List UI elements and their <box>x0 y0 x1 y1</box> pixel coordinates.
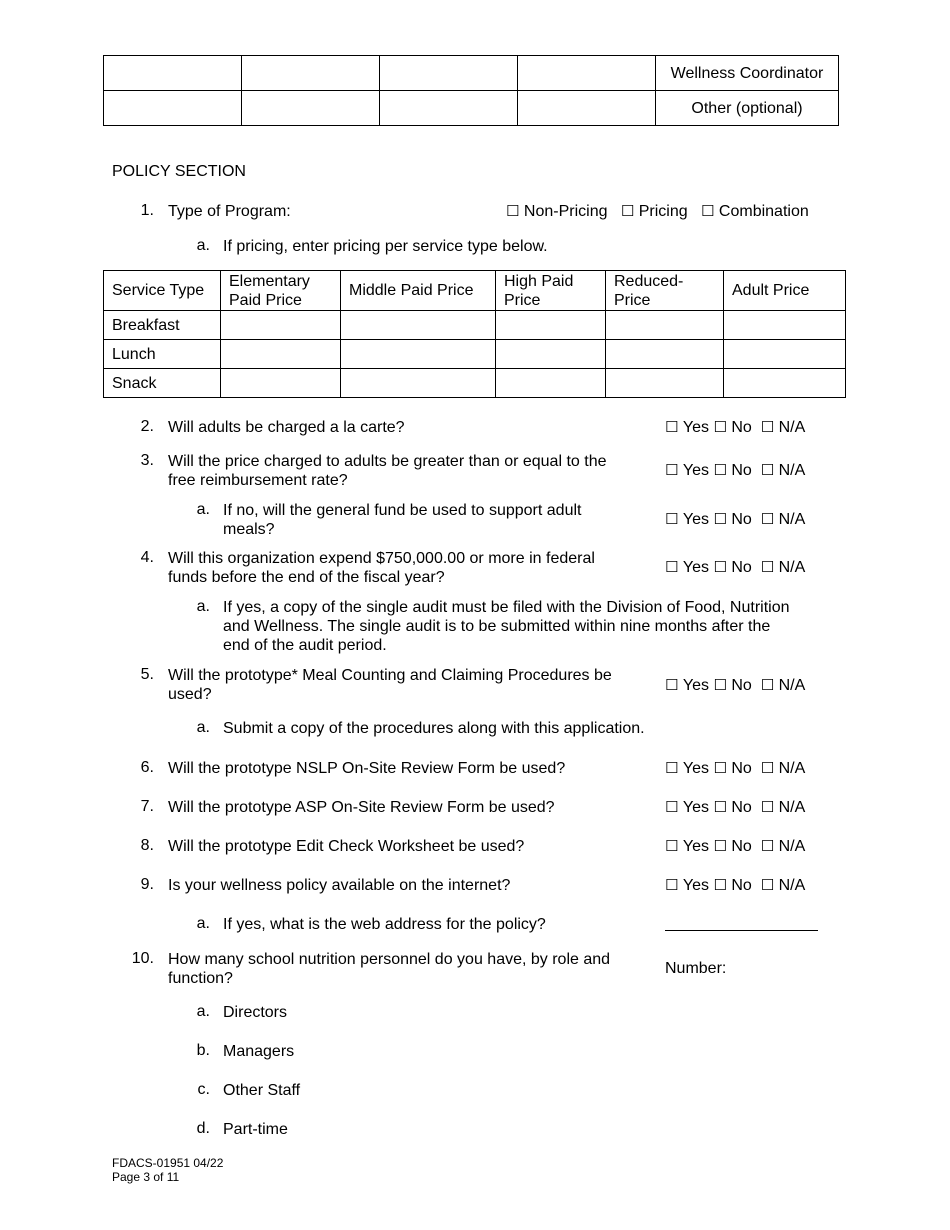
option-no[interactable] <box>713 510 751 529</box>
price-cell[interactable] <box>606 369 724 398</box>
checkbox-icon[interactable]: ☐ <box>760 798 775 816</box>
checkbox-icon[interactable]: ☐ <box>760 510 775 528</box>
sub-text: Submit a copy of the procedures along with this application. <box>223 720 645 737</box>
checkbox-icon[interactable]: ☐ <box>665 510 679 528</box>
question-text: Type of Program: <box>168 203 291 220</box>
yes-no-na-options <box>665 837 805 856</box>
option-combination[interactable] <box>701 202 809 221</box>
price-cell[interactable] <box>496 369 606 398</box>
option-na[interactable] <box>761 676 806 695</box>
price-cell[interactable] <box>724 311 846 340</box>
option-label: No <box>731 559 752 576</box>
option-label: Yes <box>682 838 710 855</box>
question-number: 2. <box>140 418 154 435</box>
checkbox-icon[interactable]: ☐ <box>506 202 520 220</box>
option-label: N/A <box>778 511 806 528</box>
checkbox-icon[interactable]: ☐ <box>760 837 775 855</box>
yes-no-na-options <box>665 759 805 778</box>
question-text: Will the prototype Edit Check Worksheet be used? <box>168 838 525 855</box>
price-cell[interactable] <box>341 311 496 340</box>
yes-no-na-options <box>665 876 805 895</box>
option-na[interactable] <box>761 418 806 437</box>
column-header: High Paid Price <box>496 271 606 311</box>
checkbox-icon[interactable]: ☐ <box>760 418 775 436</box>
option-label: N/A <box>778 838 806 855</box>
option-label: Yes <box>682 877 710 894</box>
checkbox-icon[interactable]: ☐ <box>665 418 679 436</box>
price-cell[interactable] <box>724 340 846 369</box>
sub-text: If yes, a copy of the single audit must be filed with the Division of Food, Nutrition and Wellness. The single audit is to be submitted within nine months after the end of the audit period. <box>223 599 790 654</box>
checkbox-icon[interactable]: ☐ <box>665 798 679 816</box>
question-number: 9. <box>140 876 154 893</box>
sub-letter: a. <box>196 237 210 254</box>
question-text: Will this organization expend $750,000.00 or more in federal funds before the end of the fiscal year? <box>168 550 595 586</box>
price-cell[interactable] <box>341 369 496 398</box>
price-cell[interactable] <box>221 311 341 340</box>
option-label: No <box>731 799 752 816</box>
option-label: Yes <box>682 677 710 694</box>
price-cell[interactable] <box>341 340 496 369</box>
row-label: Snack <box>104 369 221 398</box>
sub-letter: a. <box>196 1003 210 1020</box>
column-header: Adult Price <box>724 271 846 311</box>
page-footer <box>112 1156 223 1184</box>
option-label: No <box>731 462 752 479</box>
option-no[interactable] <box>713 876 751 895</box>
table-cell[interactable] <box>242 91 380 126</box>
option-yes[interactable] <box>665 418 709 437</box>
option-yes[interactable] <box>665 676 709 695</box>
option-yes[interactable] <box>665 510 709 529</box>
sub-letter: c. <box>197 1081 210 1098</box>
option-label: Combination <box>718 203 809 220</box>
question-text: Will the prototype NSLP On-Site Review Form be used? <box>168 760 566 777</box>
checkbox-icon[interactable]: ☐ <box>760 461 775 479</box>
question-text: How many school nutrition personnel do you have, by role and function? <box>168 951 611 987</box>
form-id: FDACS-01951 04/22 <box>112 1156 224 1170</box>
option-label: Yes <box>682 799 710 816</box>
sub-letter: a. <box>196 501 210 518</box>
table-cell[interactable] <box>104 56 242 91</box>
option-non-pricing[interactable] <box>506 202 608 221</box>
program-type-options <box>506 202 809 221</box>
option-label: Non-Pricing <box>523 203 608 220</box>
table-cell[interactable] <box>242 56 380 91</box>
option-label: N/A <box>778 677 806 694</box>
yes-no-na-options <box>665 510 805 529</box>
yes-no-na-options <box>665 798 805 817</box>
option-no[interactable] <box>713 461 751 480</box>
table-row <box>104 340 846 369</box>
option-label: No <box>731 677 752 694</box>
question-number: 7. <box>140 798 154 815</box>
page-number: Page 3 of 11 <box>112 1170 180 1184</box>
section-title: POLICY SECTION <box>112 163 246 180</box>
option-label: Yes <box>682 419 710 436</box>
checkbox-icon[interactable]: ☐ <box>760 676 775 694</box>
question-text: Will adults be charged a la carte? <box>168 419 405 436</box>
column-header: Service Type <box>104 271 221 311</box>
row-label: Breakfast <box>104 311 221 340</box>
option-na[interactable] <box>761 876 806 895</box>
option-no[interactable] <box>713 798 751 817</box>
question-number: 3. <box>140 452 154 469</box>
question-text: Will the prototype ASP On-Site Review Form be used? <box>168 799 555 816</box>
table-cell[interactable] <box>104 91 242 126</box>
table-cell[interactable] <box>380 91 518 126</box>
option-yes[interactable] <box>665 461 709 480</box>
yes-no-na-options <box>665 461 805 480</box>
option-na[interactable] <box>761 461 806 480</box>
option-no[interactable] <box>713 558 751 577</box>
sub-letter: a. <box>196 598 210 615</box>
personnel-managers: Managers <box>223 1043 295 1060</box>
checkbox-icon[interactable]: ☐ <box>713 759 727 777</box>
option-na[interactable] <box>761 759 806 778</box>
option-label: No <box>731 419 752 436</box>
table-header-row <box>104 271 846 311</box>
option-na[interactable] <box>761 558 806 577</box>
table-cell[interactable] <box>518 91 656 126</box>
checkbox-icon[interactable]: ☐ <box>713 558 727 576</box>
option-label: No <box>731 877 752 894</box>
sub-letter: a. <box>196 719 210 736</box>
option-yes[interactable] <box>665 759 709 778</box>
option-no[interactable] <box>713 676 751 695</box>
personnel-part-time: Part-time <box>223 1121 288 1138</box>
sub-text: If no, will the general fund be used to support adult meals? <box>223 502 582 538</box>
checkbox-icon[interactable]: ☐ <box>620 202 635 220</box>
question-text: Will the prototype* Meal Counting and Claiming Procedures be used? <box>168 667 612 703</box>
yes-no-na-options <box>665 676 805 695</box>
checkbox-icon[interactable]: ☐ <box>760 558 775 576</box>
price-table <box>103 270 846 398</box>
option-label: N/A <box>778 799 806 816</box>
option-label: Yes <box>682 760 710 777</box>
option-na[interactable] <box>761 510 806 529</box>
checkbox-icon[interactable]: ☐ <box>713 418 727 436</box>
column-header: Middle Paid Price <box>341 271 496 311</box>
personnel-other-staff: Other Staff <box>223 1082 301 1099</box>
table-row <box>104 311 846 340</box>
option-label: Yes <box>682 559 710 576</box>
checkbox-icon[interactable]: ☐ <box>713 837 727 855</box>
role-cell: Other (optional) <box>656 91 839 126</box>
column-header: Reduced- Price <box>606 271 724 311</box>
question-number: 10. <box>131 950 154 967</box>
personnel-directors: Directors <box>223 1004 288 1021</box>
question-number: 4. <box>140 549 154 566</box>
checkbox-icon[interactable]: ☐ <box>665 837 679 855</box>
option-na[interactable] <box>761 837 806 856</box>
yes-no-na-options <box>665 418 805 437</box>
option-label: Pricing <box>638 203 688 220</box>
option-label: No <box>731 760 752 777</box>
price-cell[interactable] <box>221 369 341 398</box>
option-yes[interactable] <box>665 876 709 895</box>
checkbox-icon[interactable]: ☐ <box>665 676 679 694</box>
option-label: N/A <box>778 462 806 479</box>
option-no[interactable] <box>713 837 751 856</box>
checkbox-icon[interactable]: ☐ <box>665 876 679 894</box>
option-label: N/A <box>778 419 806 436</box>
table-row <box>104 91 839 126</box>
staff-table <box>103 55 839 126</box>
table-row <box>104 56 839 91</box>
sub-letter: a. <box>196 915 210 932</box>
role-cell: Wellness Coordinator <box>656 56 839 91</box>
price-cell[interactable] <box>724 369 846 398</box>
number-label: Number: <box>665 960 727 977</box>
option-yes[interactable] <box>665 558 709 577</box>
option-pricing[interactable] <box>621 202 688 221</box>
option-label: N/A <box>778 877 806 894</box>
price-cell[interactable] <box>606 340 724 369</box>
option-label: No <box>731 511 752 528</box>
checkbox-icon[interactable]: ☐ <box>665 759 679 777</box>
sub-text: If yes, what is the web address for the policy? <box>223 916 546 933</box>
option-label: Yes <box>682 462 710 479</box>
price-cell[interactable] <box>221 340 341 369</box>
option-label: N/A <box>778 559 806 576</box>
sub-text: If pricing, enter pricing per service type below. <box>223 238 548 255</box>
checkbox-icon[interactable]: ☐ <box>760 759 775 777</box>
option-na[interactable] <box>761 798 806 817</box>
question-number: 1. <box>140 202 154 219</box>
sub-letter: d. <box>196 1120 210 1137</box>
question-number: 5. <box>140 666 154 683</box>
column-header: Elementary Paid Price <box>221 271 341 311</box>
checkbox-icon[interactable]: ☐ <box>701 202 715 220</box>
option-label: N/A <box>778 760 806 777</box>
checkbox-icon[interactable]: ☐ <box>760 876 775 894</box>
option-no[interactable] <box>713 418 751 437</box>
checkbox-icon[interactable]: ☐ <box>665 461 679 479</box>
table-cell[interactable] <box>518 56 656 91</box>
option-label: No <box>731 838 752 855</box>
option-yes[interactable] <box>665 837 709 856</box>
checkbox-icon[interactable]: ☐ <box>713 510 727 528</box>
question-text: Will the price charged to adults be greater than or equal to the free reimbursement rate? <box>168 453 607 489</box>
sub-letter: b. <box>196 1042 210 1059</box>
checkbox-icon[interactable]: ☐ <box>713 461 727 479</box>
option-yes[interactable] <box>665 798 709 817</box>
table-row <box>104 369 846 398</box>
checkbox-icon[interactable]: ☐ <box>713 676 727 694</box>
yes-no-na-options <box>665 558 805 577</box>
option-label: Yes <box>682 511 710 528</box>
question-number: 8. <box>140 837 154 854</box>
option-no[interactable] <box>713 759 751 778</box>
checkbox-icon[interactable]: ☐ <box>665 558 679 576</box>
price-cell[interactable] <box>606 311 724 340</box>
checkbox-icon[interactable]: ☐ <box>713 876 727 894</box>
row-label: Lunch <box>104 340 221 369</box>
checkbox-icon[interactable]: ☐ <box>713 798 727 816</box>
web-address-field[interactable] <box>665 930 818 931</box>
question-text: Is your wellness policy available on the internet? <box>168 877 511 894</box>
price-cell[interactable] <box>496 340 606 369</box>
price-cell[interactable] <box>496 311 606 340</box>
table-cell[interactable] <box>380 56 518 91</box>
question-number: 6. <box>140 759 154 776</box>
